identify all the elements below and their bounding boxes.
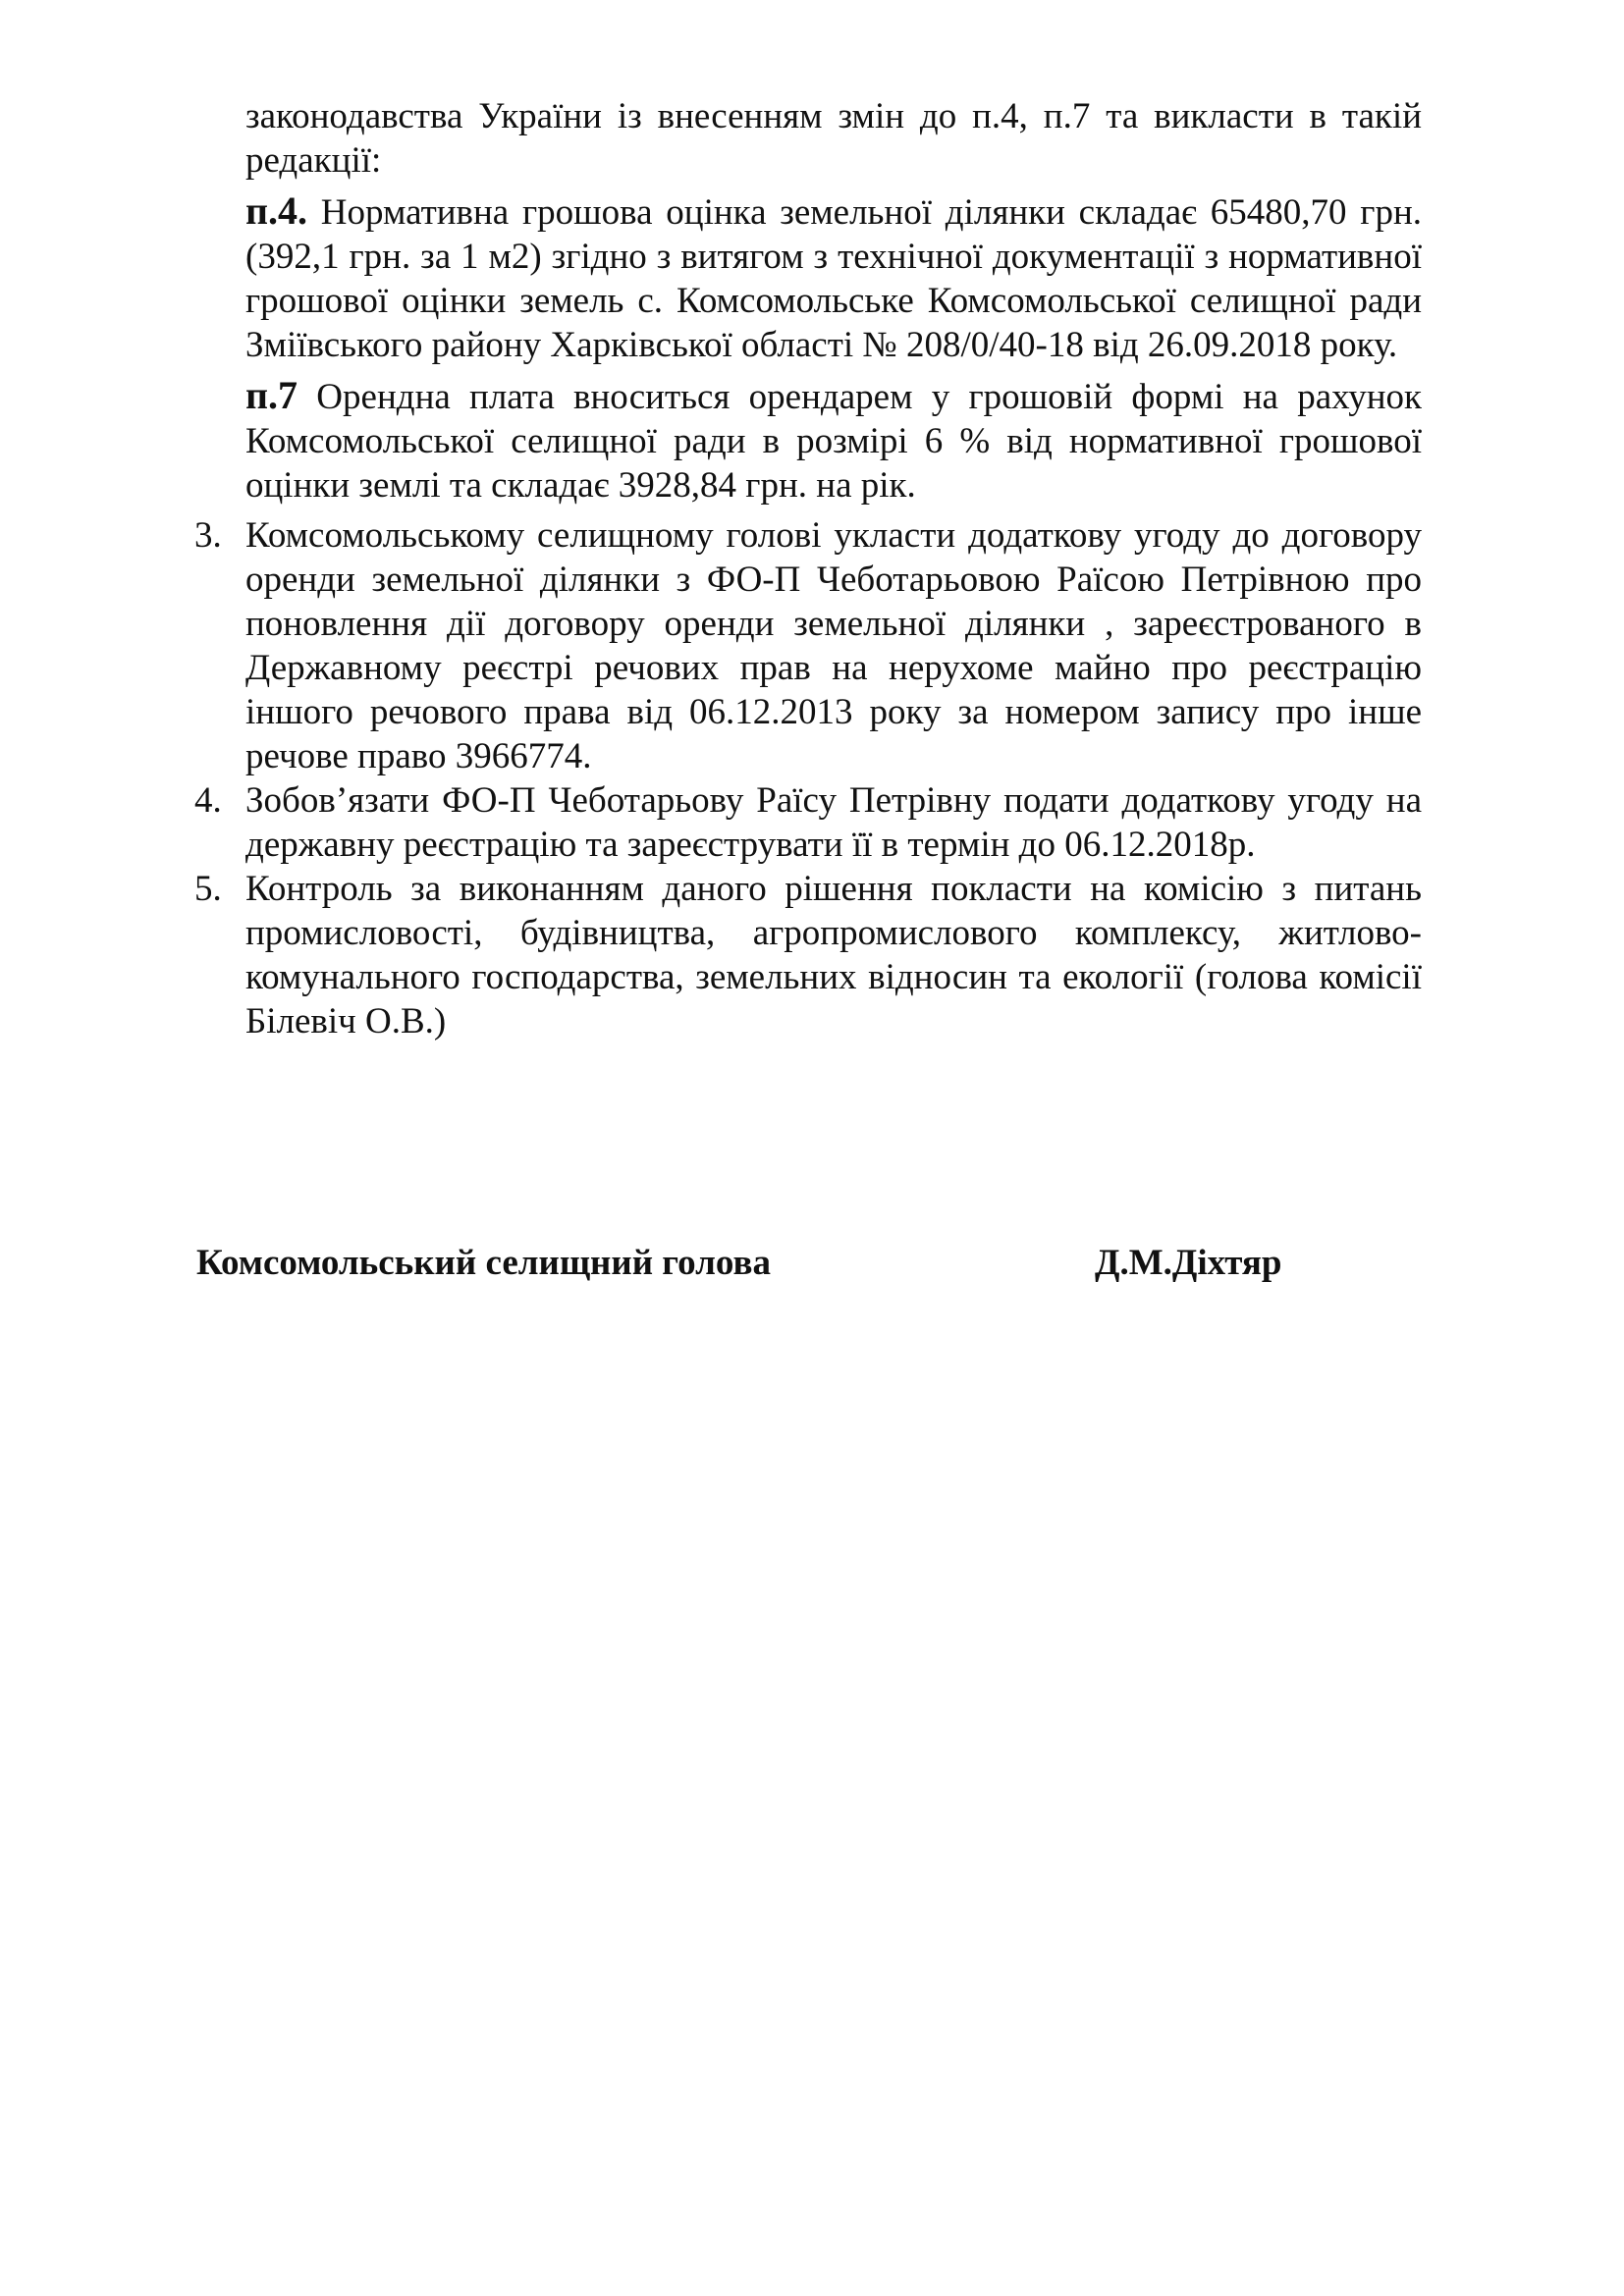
clause-p4 [245,188,1422,367]
clause-p7 [245,373,1422,507]
list-item-5-number: 5. [194,869,222,909]
signature-title: Комсомольський селищний голова [196,1243,771,1283]
list-item-3-number: 3. [194,515,222,556]
list-item-5-text: Контроль за виконанням даного рішення покласти на комісію з питань промисловості, будівництва, агропромислового комплексу, житлово-комунального господарства, земельних відносин та екології (голова комісії Білевіч О.В.) [245,869,1422,1041]
intro-paragraph: законодавства України із внесенням змін до п.4, п.7 та викласти в такій редакції: [245,96,1422,181]
clause-p7-label: п.7 [245,373,298,417]
list-item-3-text: Комсомольському селищному голові укласти додаткову угоду до договору оренди земельної ділянки з ФО-П Чеботарьовою Раїсою Петрівною про поновлення дії договору оренди земельної ділянки , зареєстрованого в Державному реєстрі речових прав на нерухоме майно про реєстрацію іншого речового права від 06.12.2013 року за номером запису про інше речове право 3966774. [245,515,1422,776]
clause-p4-label: п.4. [245,188,308,233]
list-item-5 [194,867,1422,1043]
list-item-4 [194,778,1422,867]
document-body [194,94,1423,1043]
list-item-4-number: 4. [194,780,222,821]
list-item-3 [194,513,1422,778]
list-item-4-text: Зобов’язати ФО-П Чеботарьову Раїсу Петрівну подати додаткову угоду на державну реєстрацію та зареєструвати її в термін до 06.12.2018р. [245,780,1422,865]
clause-p4-text: Нормативна грошова оцінка земельної ділянки складає 65480,70 грн. (392,1 грн. за 1 м2) згідно з витягом з технічної документації з нормативної грошової оцінки земель с. Комсомольське Комсомольської селищної ради Зміївського району Харківської області № 208/0/40-18 від 26.09.2018 року. [245,192,1422,365]
signature-name: Д.М.Діхтяр [1095,1243,1282,1283]
clause-p7-text: Орендна плата вноситься орендарем у грошовій формі на рахунок Комсомольської селищної ради в розмірі 6 % від нормативної грошової оцінки землі та складає 3928,84 грн. на рік. [245,377,1423,506]
